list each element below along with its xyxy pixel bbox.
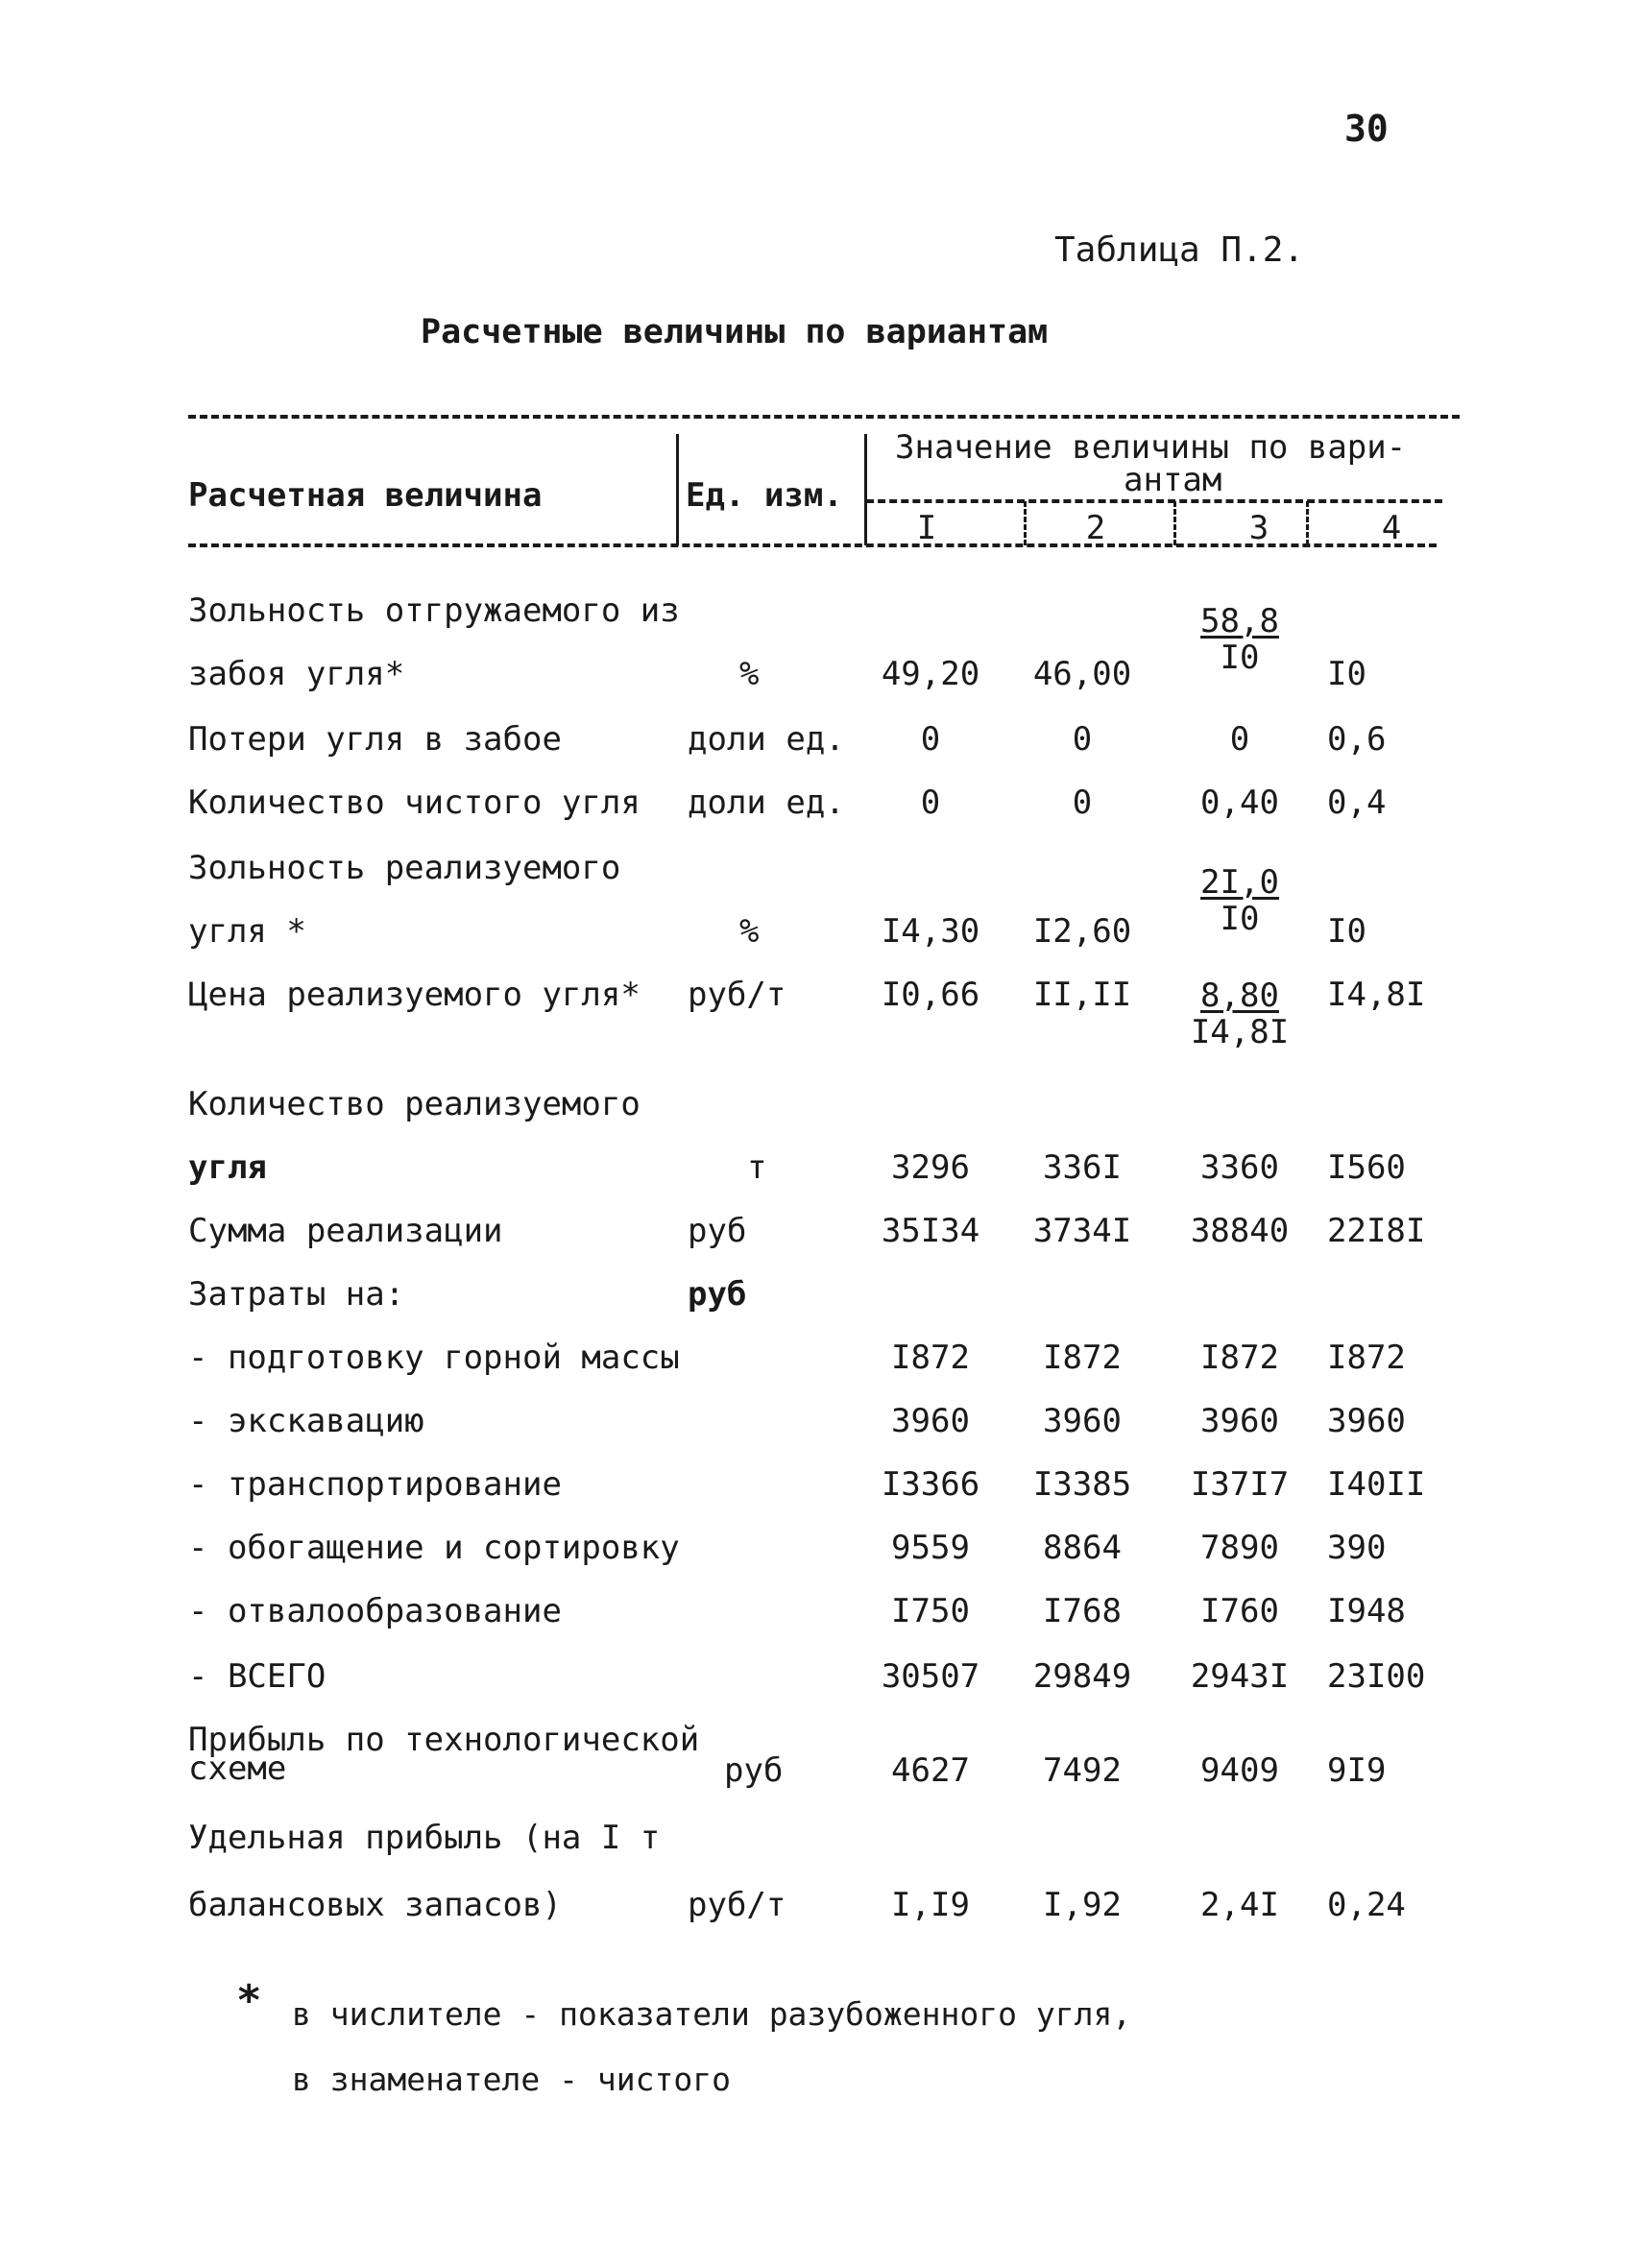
- header-variant-2: 2: [1085, 509, 1106, 547]
- value-variant-1: I872: [891, 1339, 970, 1377]
- value-variant-2: 3960: [1043, 1402, 1122, 1440]
- value-variant-2: 0: [1072, 784, 1093, 822]
- header-top-rule: [188, 415, 1460, 419]
- value-variant-4: 0,4: [1327, 784, 1387, 822]
- row-label: Количество чистого угля: [188, 784, 641, 822]
- row-label: - ВСЕГО: [188, 1657, 326, 1696]
- value-variant-3: 2,4I: [1200, 1886, 1279, 1924]
- value-numerator: 58,8: [1200, 602, 1279, 640]
- value-variant-4: 0,6: [1327, 720, 1387, 759]
- header-variants-rule: [866, 499, 1442, 503]
- row-label-cont: схеме: [188, 1749, 287, 1788]
- header-col-values-line2: антам: [1124, 461, 1222, 499]
- row-label: - отвалообразование: [188, 1592, 562, 1630]
- row-label: - обогащение и сортировку: [188, 1529, 680, 1567]
- value-variant-4: 22I8I: [1327, 1212, 1426, 1250]
- row-label-cont: угля: [188, 1148, 267, 1187]
- table-title: Расчетные величины по вариантам: [421, 313, 1049, 351]
- row-unit: %: [739, 655, 760, 693]
- row-label: Потери угля в забое: [188, 720, 562, 759]
- value-variant-4: I560: [1327, 1148, 1406, 1187]
- value-denominator: I4,8I: [1190, 1013, 1290, 1051]
- value-variant-2: 3734I: [1032, 1212, 1132, 1250]
- row-label-cont: балансовых запасов): [188, 1886, 562, 1924]
- row-label: Цена реализуемого угля*: [188, 976, 641, 1014]
- header-divider-name-unit: [676, 434, 679, 545]
- footnote-line-2: в знаменателе - чистого: [292, 2061, 731, 2098]
- row-unit: доли ед.: [688, 720, 845, 759]
- value-variant-2: II,II: [1032, 976, 1132, 1014]
- value-variant-3: 38840: [1190, 1212, 1290, 1250]
- value-variant-1: 0: [920, 720, 941, 759]
- value-variant-4: 390: [1327, 1529, 1387, 1567]
- row-label: Удельная прибыль (на I т: [188, 1819, 661, 1857]
- value-variant-4: 9I9: [1327, 1751, 1387, 1790]
- value-variant-3: 9409: [1200, 1751, 1279, 1790]
- value-variant-2: 0: [1072, 720, 1093, 759]
- value-variant-1: I750: [891, 1592, 970, 1630]
- value-variant-1: I,I9: [891, 1886, 970, 1924]
- value-variant-3: 2943I: [1190, 1657, 1290, 1696]
- value-variant-2: I872: [1043, 1339, 1122, 1377]
- value-denominator: I0: [1220, 900, 1260, 938]
- value-variant-2: I3385: [1032, 1465, 1132, 1504]
- header-col-name: Расчетная величина: [188, 476, 543, 515]
- header-col-unit: Ед. изм.: [686, 476, 843, 515]
- value-variant-4: 23I00: [1327, 1657, 1426, 1696]
- row-label: Зольность реализуемого: [188, 849, 621, 887]
- row-unit: %: [739, 912, 760, 951]
- value-variant-3: 0,40: [1200, 784, 1279, 822]
- value-variant-1: 30507: [881, 1657, 980, 1696]
- row-label: - подготовку горной массы: [188, 1339, 680, 1377]
- value-variant-3: I872: [1200, 1339, 1279, 1377]
- row-label: Количество реализуемого: [188, 1085, 641, 1123]
- row-label: Прибыль по технологической: [188, 1721, 700, 1759]
- value-variant-1: 4627: [891, 1751, 970, 1790]
- header-variant-1: I: [916, 509, 937, 547]
- variant-divider-2: [1173, 501, 1176, 545]
- value-variant-3: I760: [1200, 1592, 1279, 1630]
- value-variant-4: I4,8I: [1327, 976, 1426, 1014]
- row-label: - экскавацию: [188, 1402, 424, 1440]
- value-variant-1: 49,20: [881, 655, 980, 693]
- row-unit: руб: [688, 1212, 747, 1250]
- header-variant-4: 4: [1381, 509, 1402, 547]
- table-label: Таблица П.2.: [1054, 230, 1305, 270]
- row-label: Сумма реализации: [188, 1212, 503, 1250]
- footnote-asterisk: *: [236, 1976, 262, 2025]
- header-col-values-line1: Значение величины по вари-: [895, 428, 1407, 467]
- value-denominator: I0: [1220, 639, 1260, 677]
- footnote-line-1: в числителе - показатели разубоженного угля,: [292, 1995, 1132, 2033]
- value-variant-4: I948: [1327, 1592, 1406, 1630]
- row-label-cont: забоя угля*: [188, 655, 405, 693]
- value-variant-1: I3366: [881, 1465, 980, 1504]
- value-variant-1: I4,30: [881, 912, 980, 951]
- value-variant-2: 336I: [1043, 1148, 1122, 1187]
- value-variant-2: I2,60: [1032, 912, 1132, 951]
- row-unit: руб/т: [688, 976, 786, 1014]
- value-variant-1: 3296: [891, 1148, 970, 1187]
- value-variant-1: 9559: [891, 1529, 970, 1567]
- row-label: Зольность отгружаемого из: [188, 591, 680, 630]
- value-numerator: 8,80: [1200, 977, 1279, 1015]
- value-variant-3: 0: [1229, 720, 1250, 759]
- value-variant-2: 8864: [1043, 1529, 1122, 1567]
- value-variant-3: 3360: [1200, 1148, 1279, 1187]
- value-variant-1: 3960: [891, 1402, 970, 1440]
- value-variant-4: I40II: [1327, 1465, 1426, 1504]
- row-unit: руб/т: [688, 1886, 786, 1924]
- row-label: - транспортирование: [188, 1465, 562, 1504]
- value-variant-4: I0: [1327, 912, 1366, 951]
- row-label-cont: угля *: [188, 912, 306, 951]
- page-number: 30: [1344, 108, 1389, 150]
- row-unit: доли ед.: [688, 784, 845, 822]
- row-unit: т: [747, 1148, 767, 1187]
- value-variant-2: 46,00: [1032, 655, 1132, 693]
- value-variant-2: 29849: [1032, 1657, 1132, 1696]
- row-unit: руб: [688, 1275, 747, 1314]
- header-variant-3: 3: [1248, 509, 1269, 547]
- value-variant-1: 0: [920, 784, 941, 822]
- value-variant-3: 7890: [1200, 1529, 1279, 1567]
- value-variant-1: 35I34: [881, 1212, 980, 1250]
- value-variant-3: I37I7: [1190, 1465, 1290, 1504]
- row-label: Затраты на:: [188, 1275, 405, 1314]
- row-unit: руб: [724, 1751, 784, 1790]
- value-variant-3: 3960: [1200, 1402, 1279, 1440]
- value-variant-4: 0,24: [1327, 1886, 1406, 1924]
- value-numerator: 2I,0: [1200, 863, 1279, 902]
- value-variant-2: I768: [1043, 1592, 1122, 1630]
- value-variant-4: I872: [1327, 1339, 1406, 1377]
- value-variant-2: I,92: [1043, 1886, 1122, 1924]
- value-variant-2: 7492: [1043, 1751, 1122, 1790]
- value-variant-4: I0: [1327, 655, 1366, 693]
- value-variant-1: I0,66: [881, 976, 980, 1014]
- value-variant-4: 3960: [1327, 1402, 1406, 1440]
